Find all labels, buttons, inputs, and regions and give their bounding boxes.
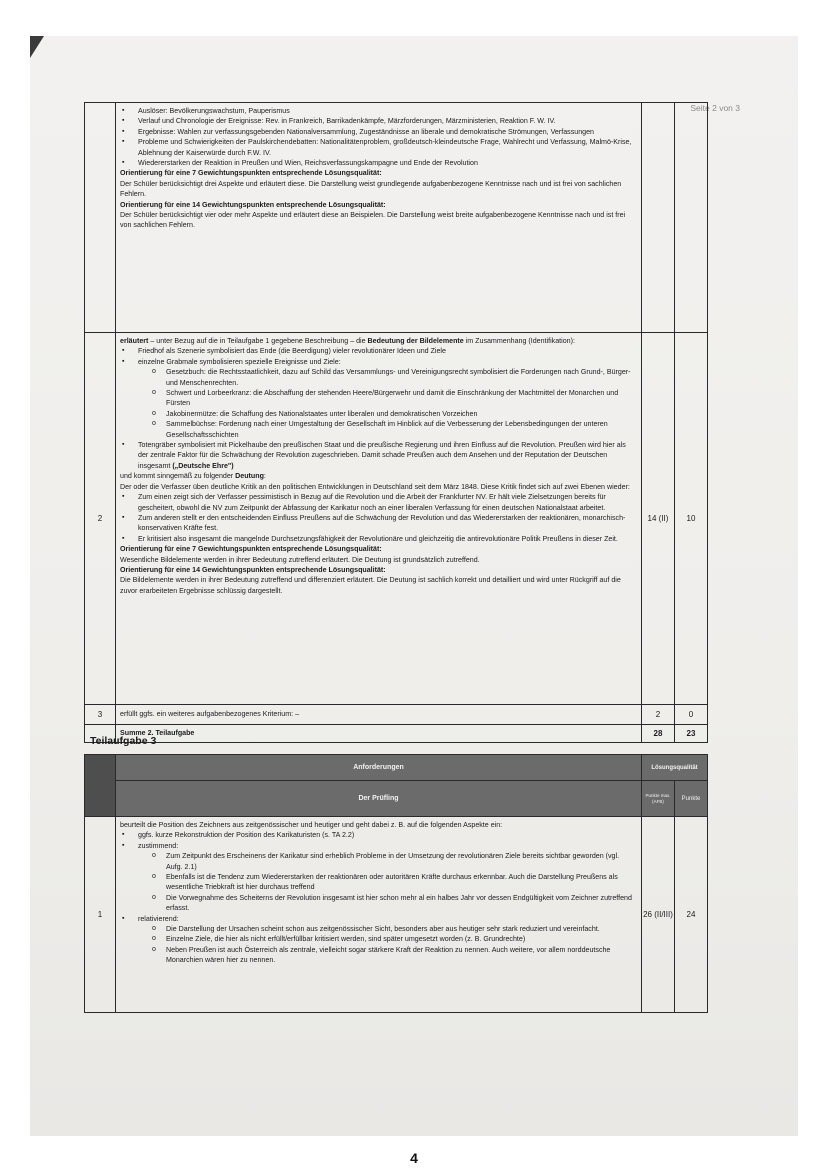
sub-item: o Ebenfalls ist die Tendenz zum Wiedererstarken der reaktionären oder autoritären Kräfte durchaus erkennbar. Auch die Darstellung Preußens als wesentliche Triebkraft ist hier durchaus treffend [120, 872, 637, 893]
list-item: ▪ einzelne Grabmale symbolisieren spezielle Ereignisse und Ziele: [120, 357, 637, 367]
list-item: ▪ Friedhof als Szenerie symbolisiert das Ende (die Beerdigung) vieler revolutionärer Ideen und Ziele [120, 346, 637, 356]
table-header-row [85, 755, 708, 781]
max-points-cell: 2 [642, 705, 675, 725]
sub-item: o Gesetzbuch: die Rechtsstaatlichkeit, dazu auf Schild das Versammlungs- und Vereinigungsrecht symbolisiert die Forderungen nach Grund-, Bürger- und Menschenrechten. [120, 367, 637, 388]
orientation-title: Orientierung für eine 14 Gewichtungspunkten entsprechende Lösungsqualität: [120, 200, 386, 209]
list-item: ▪ Auslöser: Bevölkerungswachstum, Pauperismus [120, 106, 637, 116]
sub-item: o Die Darstellung der Ursachen scheint schon aus zeitgenössischer Sicht, besonders aber aus heutiger sehr stark reduziert und vereinfacht. [120, 924, 637, 934]
orientation-text: Der Schüler berücksichtigt vier oder mehr Aspekte und erläutert diese an Beispielen. Die Darstellung weist breite aufgabenbezogene Kenntnisse nach und ist frei von sachlichen Fehlern. [120, 211, 626, 230]
sum-points: 23 [675, 725, 708, 743]
sum-label: Summe 2. Teilaufgabe [116, 725, 642, 743]
list-item: ▪ Zum einen zeigt sich der Verfasser pessimistisch in Bezug auf die Revolution und die Arbeit der Frankfurter NV. Er hält viele Zielsetzungen bereits für gescheitert, obwohl die NV zum Zeitpunkt der Abfassung der Karikatur noch an einer liberalen Verfassung für einen deutschen Nationalstaat arbeitet. [120, 492, 637, 513]
orientation-title: Orientierung für eine 14 Gewichtungspunkten entsprechende Lösungsqualität: [120, 565, 386, 574]
text-bold: Deutung [235, 472, 264, 481]
grading-table-part2 [84, 102, 708, 743]
sub-item: o Die Vorwegnahme des Scheiterns der Revolution insgesamt ist hier schon mehr al ein halbes Jahr vor dessen Endgültigkeit vom Zeichner zutreffend erfasst. [120, 893, 637, 914]
sub-item: o Neben Preußen ist auch Österreich als zentrale, vielleicht sogar stärkere Kraft der Reaktion zu nennen. Auch weitere, vor allem norddeutsche Monarchien wären hier zu nennen. [120, 945, 637, 966]
row-number: 1 [85, 817, 116, 1013]
sum-max-points: 28 [642, 725, 675, 743]
header-corner [85, 755, 116, 817]
list-item: ▪ Ergebnisse: Wahlen zur verfassungsgebenden Nationalversammlung, Zugeständnisse an liberale und demokratische Strömungen, Verfassungen [120, 127, 637, 137]
header-pruefling: Der Prüfling [116, 781, 642, 817]
page-number: 4 [410, 1150, 418, 1166]
max-points-cell: 14 (II) [642, 333, 675, 705]
list-item: ▪ relativierend: [120, 914, 637, 924]
row-intro [120, 336, 637, 346]
table-header-row [85, 781, 708, 817]
orientation-title: Orientierung für eine 7 Gewichtungspunkten entsprechende Lösungsqualität: [120, 545, 382, 554]
intro-text: – unter Bezug auf die in Teilaufgabe 1 gegebene Beschreibung – die [148, 337, 368, 345]
orientation-text: Der Schüler berücksichtigt drei Aspekte und erläutert diese. Die Darstellung weist grundlegende aufgabenbezogene Kenntnisse nach und ist frei von sachlichen Fehlern. [120, 179, 622, 199]
orientation-title: Orientierung für eine 7 Gewichtungspunkten entsprechende Lösungsqualität: [120, 169, 382, 178]
row-content [116, 817, 642, 1013]
interpretation-intro [120, 471, 637, 481]
sub-item: o Zum Zeitpunkt des Erscheinens der Karikatur sind erheblich Probleme in der Umsetzung der revolutionären Ziele bereits sichtbar geworden (vgl. Aufg. 2.1) [120, 851, 637, 872]
row-content [116, 103, 642, 333]
row-number [85, 103, 116, 333]
intro-bold: Bedeutung der Bildelemente [367, 337, 464, 345]
list-item: ▪ Zum anderen stellt er den entscheidenden Einfluss Preußens auf die Schwächung der Revolution und das Wiedererstarken der reaktionären, monarchisch-konservativen Kräfte fest. [120, 513, 637, 534]
table-row [85, 333, 708, 705]
list-item: ▪ zustimmend: [120, 841, 637, 851]
section-title: Teilaufgabe 3 [90, 735, 157, 747]
header-requirements: Anforderungen [116, 755, 642, 781]
list-item: ▪ Verlauf und Chronologie der Ereignisse: Rev. in Frankreich, Barrikadenkämpfe, Märzforderungen, Märzministerien, Reaktion F. W. IV. [120, 116, 637, 126]
orientation-text: Wesentliche Bildelemente werden in ihrer Bedeutung zutreffend erläutert. Die Deutung ist grundsätzlich zutreffend. [120, 555, 480, 564]
list-item [120, 440, 637, 471]
header-points: Punkte [675, 781, 708, 817]
list-item-bold: („Deutsche Ehre") [172, 461, 234, 470]
points-cell: 10 [675, 333, 708, 705]
row-content: erfüllt ggfs. ein weiteres aufgabenbezogenes Kriterium: – [116, 705, 642, 725]
interpretation-text: Der oder die Verfasser üben deutliche Kritik an den politischen Entwicklungen in Deutschland seit dem März 1848. Diese Kritik findet sich auf zwei Ebenen wieder: [120, 482, 630, 491]
row-number: 3 [85, 705, 116, 725]
row-intro: beurteilt die Position des Zeichners aus zeitgenössischer und heutiger und geht dabei z. B. auf die folgenden Aspekte ein: [120, 821, 503, 829]
header-max-points: Punkte max. (AFB) [642, 781, 675, 817]
row-content [116, 333, 642, 705]
grading-table-part3 [84, 754, 708, 1013]
sub-item: o Jakobinermütze: die Schaffung des Nationalstaates unter liberalen und demokratischen Vorzeichen [120, 409, 637, 419]
sub-item: o Sammelbüchse: Forderung nach einer Umgestaltung der Gesellschaft im Hinblick auf die Verbesserung der Lebensbedingungen der unteren Gesellschaftsschichten [120, 419, 637, 440]
points-cell [675, 103, 708, 333]
list-item: ▪ Er kritisiert also insgesamt die mangelnde Durchsetzungsfähigkeit der Revolutionäre und gleichzeitig die antirevolutionäre Politik Preußens in dieser Zeit. [120, 534, 637, 544]
list-item-text: Totengräber symbolisiert mit Pickelhaube den preußischen Staat und die preußische Regierung und ihren Einfluss auf die Revolution. Preußen wird hier als der zentrale Faktor für die Schwächung der Revolution zugeschrieben. Damit schade Preußen auch dem Ansehen und der Reputation der Deutschen insgesamt [138, 441, 626, 470]
table-row [85, 725, 708, 743]
sub-item: o Einzelne Ziele, die hier als nicht erfüllt/erfüllbar kritisiert werden, sind später umgesetzt worden (z. B. Grundrechte) [120, 934, 637, 944]
table-row [85, 103, 708, 333]
row-number: 2 [85, 333, 116, 705]
sub-item: o Schwert und Lorbeerkranz: die Abschaffung der stehenden Heere/Bürgerwehr und damit die Einschränkung der Machtmittel der Monarchen und Fürsten [120, 388, 637, 409]
max-points-cell [642, 103, 675, 333]
list-item: ▪ Probleme und Schwierigkeiten der Paulskirchendebatten: Nationalitätenproblem, großdeutsch-kleindeutsche Frage, Wahlrecht und Verfassung, Malmö-Krise, Ablehnung der Kaiserwürde durch F.W. IV. [120, 137, 637, 158]
table-row [85, 705, 708, 725]
header-quality: Lösungsqualität [642, 755, 708, 781]
photo-shadow-corner [30, 36, 44, 58]
orientation-text: Die Bildelemente werden in ihrer Bedeutung zutreffend und differenziert erläutert. Die Deutung ist sachlich korrekt und detailliert und wird unter Rückgriff auf die zuvor erarbeiteten Ergebnisse schlüssig dargestellt. [120, 576, 621, 595]
text: und kommt sinngemäß zu folgender [120, 472, 236, 481]
list-item: ▪ ggfs. kurze Rekonstruktion der Position des Karikaturisten (s. TA 2.2) [120, 830, 637, 840]
intro-text: im Zusammenhang (Identifikation): [463, 337, 575, 345]
intro-bold: erläutert [120, 337, 149, 345]
page-indicator: Seite 2 von 3 [690, 103, 740, 113]
text: : [263, 472, 266, 481]
points-cell: 24 [675, 817, 708, 1013]
points-cell: 0 [675, 705, 708, 725]
list-item: ▪ Wiedererstarken der Reaktion in Preußen und Wien, Reichsverfassungskampagne und Ende der Revolution [120, 158, 637, 168]
max-points-cell: 26 (II/III) [642, 817, 675, 1013]
table-row [85, 817, 708, 1013]
